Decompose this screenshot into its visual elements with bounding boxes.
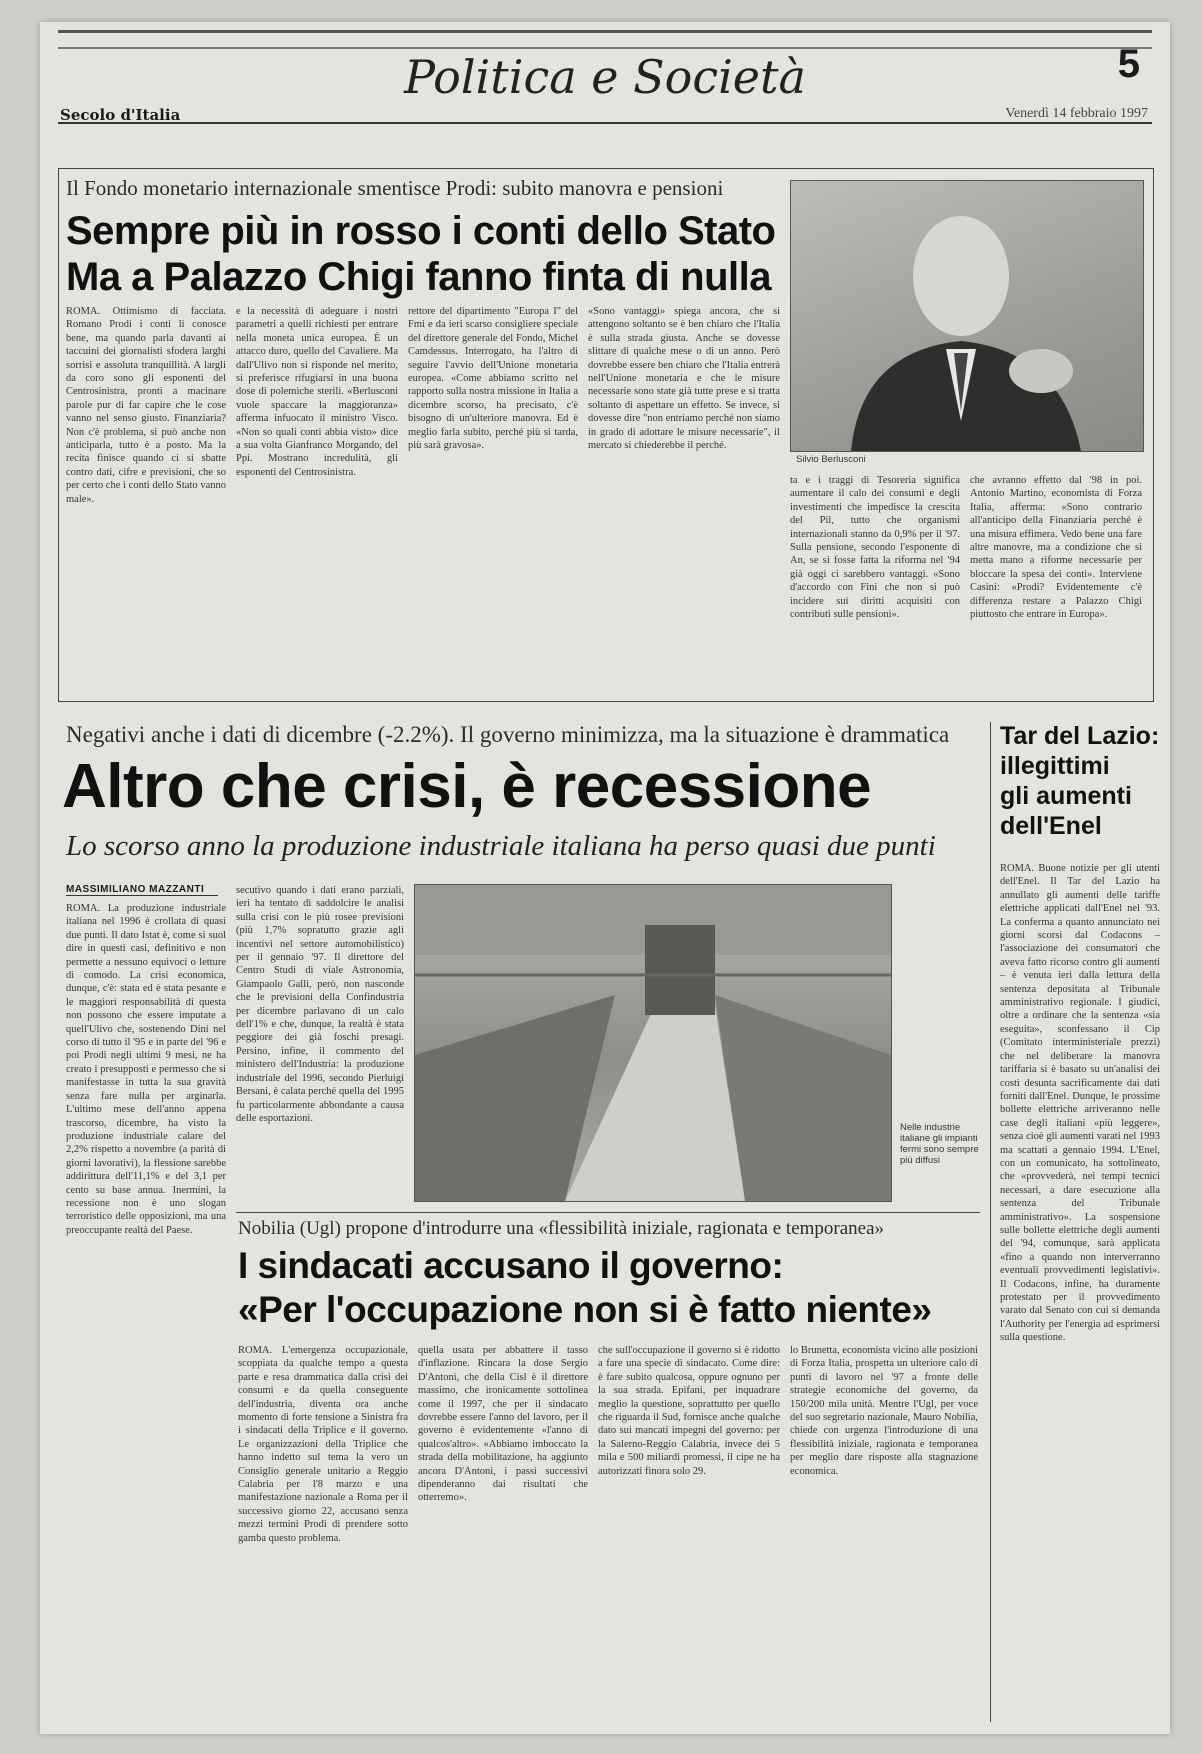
industry-caption: Nelle industrie italiane gli impianti fermi sono sempre più diffusi <box>900 1122 979 1166</box>
article2-byline: MASSIMILIANO MAZZANTI <box>66 884 218 896</box>
issue-date: Venerdì 14 febbraio 1997 <box>1005 106 1148 121</box>
berlusconi-caption: Silvio Berlusconi <box>796 454 866 465</box>
article2-column-2: secutivo quando i dati erano parziali, ieri ha tentato di saddolcire le analisi sulla crisi con le più rosee previsioni (più 1,7% sopratutto grazie agli incentivi nel settore automobilistico) per il gennaio '97. Il direttore del Centro Studi di viale Astronomia, Giampaolo Galli, però, non nasconde che le previsioni della Confindustria per dicembre parlavano di un calo dell'1% e che, dunque, la realtà è stata peggiore dei già foschi presagi. Persino, infine, il commento del ministero dell'Industria: la produzione industriale del 1996, secondo Pierluigi Bersani, è calata perché quella del 1995 fu particolarmente abbondante a causa delle esportazioni. <box>236 885 404 1124</box>
article2-column-1: ROMA. La produzione industriale italiana nel 1996 è crollata di quasi due punti. Il dato Istat è, come si suol dire in questi casi, definitivo e non permette a nessuno equivoci o letture di comodo. La crisi economica, dunque, c'è: stata ed è stata pesante e le maggiori responsabilità di questa non possono che essere imputate a quell'Ulivo che, sostenendo Dini nel corso di tutto il '95 e in parte del '96 e poi Prodi negli ultimi 9 mesi, ne ha creato i presupposti e permesso che si manifestasse in tutta la sua gravità senza fare nulla per arginarla. L'ultimo mese dell'anno appena trascorso, dicembre, ha visto la produzione industriale calare del 2,2% rispetto a novembre (a parità di giorni lavorativi), la flessione sarebbe addirittura dell'11,1% e del 3,1 per cento su base annua. Inermini, la recessione non è uno slogan terroristico delle opposizioni, ma una preoccupante realtà del Paese. <box>66 903 226 1236</box>
article3-kicker: Nobilia (Ugl) propone d'introdurre una «flessibilità iniziale, ragionata e temporanea» <box>238 1218 885 1239</box>
sidebar-rule <box>990 722 991 1722</box>
article3-column-3: che sull'occupazione il governo si è ridotto a fare una specie di sindacato. Come dire: è fare subito qualcosa, oppure ognuno per la sua strada. Epifani, per inquadrare meglio la questione, soprattutto per quello che riguarda il Sud, fornisce anche qualche dato sui mancati impegni del governo: per la Salerno-Reggio Calabria, invece dei 5 mila e 500 miliardi promessi, il cipe ne ha autorizzati finora solo 29. <box>598 1345 780 1477</box>
article1-kicker: Il Fondo monetario internazionale smentisce Prodi: subito manovra e pensioni <box>66 176 724 200</box>
article2-deck: Lo scorso anno la produzione industriale italiana ha perso quasi due punti <box>66 830 936 862</box>
article4-headline-4: dell'Enel <box>1000 812 1102 840</box>
article2-kicker: Negativi anche i dati di dicembre (-2.2%). Il governo minimizza, ma la situazione è drammatica <box>66 722 950 747</box>
article4-headline-2: illegittimi <box>1000 752 1110 780</box>
article3-headline-2: «Per l'occupazione non si è fatto niente» <box>238 1289 932 1330</box>
article3-top-rule <box>236 1212 980 1213</box>
article1-headline-1: Sempre più in rosso i conti dello Stato <box>66 209 776 253</box>
factory-machinery-icon <box>415 885 891 1201</box>
article1-column-1: ROMA. Ottimismo di facciata. Romano Prodi i conti li conosce bene, ma quando parla davanti ai taccuini dei giornalisti sfodera larghi sorrisi e assoluta tranquillità. A largli da coro sono gli esponenti del Centrosinistra, pronti a macinare parole pur di far capire che le cose vanno nel senso giusto. Finanziaria? Non c'è problema, si può anche non anticiparla, tutto è a posto. Ma la recita finisce quando ci si sbatte contro dati, cifre e previsioni, che so per certo che i conti dello Stato vanno male». <box>66 306 226 505</box>
article4-headline-1: Tar del Lazio: <box>1000 722 1160 750</box>
article1-column-6: che avranno effetto dal '98 in poi. Antonio Martino, economista di Forza Italia, afferma: «Sono contrario all'anticipo della Finanziaria perché è una misura effimera. Vedo bene una fare altre manovre, ma a condizione che si metta mano a riforme necessarie per bloccare la spesa dei conti». Interviene Casini: «Prodi? Evidentemente c'è differenza restare a Palazzo Chigi piuttosto che entrare in Europa». <box>970 475 1142 621</box>
article2-headline: Altro che crisi, è recessione <box>62 752 872 821</box>
article3-column-2: quella usata per abbattere il tasso d'inflazione. Rincara la dose Sergio D'Antoni, che della Cisl è il direttore massimo, che ironicamente sottolinea come il 1997, che per il sindacato dovrebbe essere l'anno del lavoro, per il governo è evidentemente «l'anno di qualcos'altro». «Abbiamo imboccato la strada della mobilitazione, ha aggiunto ancora D'Antoni, i passi successivi dipenderanno dai risultati che otterremo». <box>418 1345 588 1504</box>
newspaper-page <box>40 22 1170 1734</box>
berlusconi-photo <box>790 180 1144 452</box>
article1-column-3: rettore del dipartimento "Europa I" del Fmi e da ieri scarso consigliere speciale del direttore generale del Fondo, Michel Camdessus. Interrogato, ha l'altro di seguire l'avvio dell'Unione monetaria europea. «Come abbiamo scritto nel rapporto sulla nostra missione in Italia a dicembre scorso, ha precisato, c'è bisogno di un'ulteriore manovra. Ed è meglio farla subito, perché più si tarda, più sarà gravosa». <box>408 306 578 452</box>
paper-name: Secolo d'Italia <box>60 106 181 124</box>
article1-column-2: e la necessità di adeguare i nostri parametri a quelli richiesti per entrare nella moneta unica europea. È un attacco duro, quello del Cavaliere. Ma dall'Ulivo non si risponde nel merito, si preferisce rifugiarsi in una buona dose di polemiche sterili. «Berlusconi vuole spaccare la maggioranza» afferma infuocato il ministro Visco. «Non so quali conti abbia visto» dice a sua volta Gianfranco Morgando, del Ppi. Mostrano incredulità, gli esponenti del Centrosinistra. <box>236 306 398 478</box>
industry-photo <box>414 884 892 1202</box>
top-decorative-band <box>58 30 1152 49</box>
article3-column-4: lo Brunetta, economista vicino alle posizioni di Forza Italia, prospetta un ulteriore calo di punti di lavoro nel '97 a fronte delle strategie economiche del governo, da 150/200 mila unità. Mentre l'Ugl, per voce del suo segretario nazionale, Mauro Nobilia, chiede con urgenza l'introduzione di una flessibilità iniziale, ragionata e temporanea per meglio dare risposte alla stagnazione economica. <box>790 1345 978 1477</box>
masthead-rule <box>58 122 1152 124</box>
article3-headline-1: I sindacati accusano il governo: <box>238 1245 784 1286</box>
article4-body: ROMA. Buone notizie per gli utenti dell'Enel. Il Tar del Lazio ha annullato gli aumenti delle tariffe elettriche applicati dall'Enel nel '93. La conferma a quanto annunciato nei giorni scorsi dal Codacons – l'associazione dei consumatori che aveva fatto ricorso contro gli aumenti – è venuta ieri dalla lettura della sentenza depositata al Tribunale amministrativo regionale. I giudici, oltre a ordinare che la sentenza «sia eseguita», sconfessano il Cip (Comitato interministeriale prezzi) che nel deliberare la manovra tariffaria si è basato su un'analisi dei costi desunta sacrificamente dai dati forniti dall'Enel. Dunque, le prossime bollette elettriche arriveranno nelle case degli italiani «più leggere», senza cioè gli aumenti varati nel 1993 ma scattati a gennaio 1994. L'Enel, con un comunicato, ha sottolineato, che «provvederà, nei tempi tecnici necessari, a dare esecuzione alla sentenza del Tribunale amministrativo». La sospensione sulle bollette elettriche degli aumenti del '94, comunque, sarà applicata «fino a quando non interverranno eventuali provvedimenti legislativi». Il Codacons, infine, ha duramente protestato per il provvedimento varato dal Senato con cui si demanda l'Authority per l'energia ad esprimersi sulla questione. <box>1000 863 1160 1344</box>
article1-column-4: «Sono vantaggi» spiega ancora, che si attengono soltanto se è ben chiaro che l'Italia è sulla strada giusta. Anche se dovesse slittare di qualche mese o di un anno. Però dovrebbe essere ben chiaro che l'Italia entrerà nell'Unione monetaria e che le misure necessarie sono state già tutte prese e si tratta soltanto di aspettare un effetto. Se invece, si dovesse dire "non entriamo perché non siamo in grado di adottare le misure necessarie", il mercato si chiederebbe il perché. <box>588 306 780 452</box>
article1-column-5: ta e i traggi di Tesoreria significa aumentare il calo dei consumi e degli investimenti che impedisce la crescita del Pil, tutto che organismi internazionali stanno da 0,9% per il '97. Sulla pensione, secondo l'esponente di An, se si fosse fatta la riforma nel '94 già oggi ci sarebbero vantaggi. «Sono d'accordo con Fini che non si può incidere sui diritti acquisiti con contributi sulle pensioni». <box>790 475 960 621</box>
section-title: Politica e Società <box>404 50 806 104</box>
page-number: 5 <box>1117 42 1140 86</box>
article3-column-1: ROMA. L'emergenza occupazionale, scoppiata da qualche tempo a questa parte e resa drammatica dalla crisi dei consumi e da quella conseguente dell'industria, diventa ora anche momento di forte tensione a Sinistra fra i sindacati della Triplice e il governo. Le organizzazioni della Triplice che hanno indetto sul tema la vero un Consiglio generale unitario a Reggio Calabria per l'8 marzo e una manifestazione nazionale a Roma per il successivo giorno 22, accusano senza mezzi termini Prodi di prendere sotto gamba questo problema. <box>238 1345 408 1544</box>
article1-headline-2: Ma a Palazzo Chigi fanno finta di nulla <box>66 255 771 299</box>
article4-headline-3: gli aumenti <box>1000 782 1132 810</box>
portrait-silhouette-icon <box>791 181 1143 451</box>
